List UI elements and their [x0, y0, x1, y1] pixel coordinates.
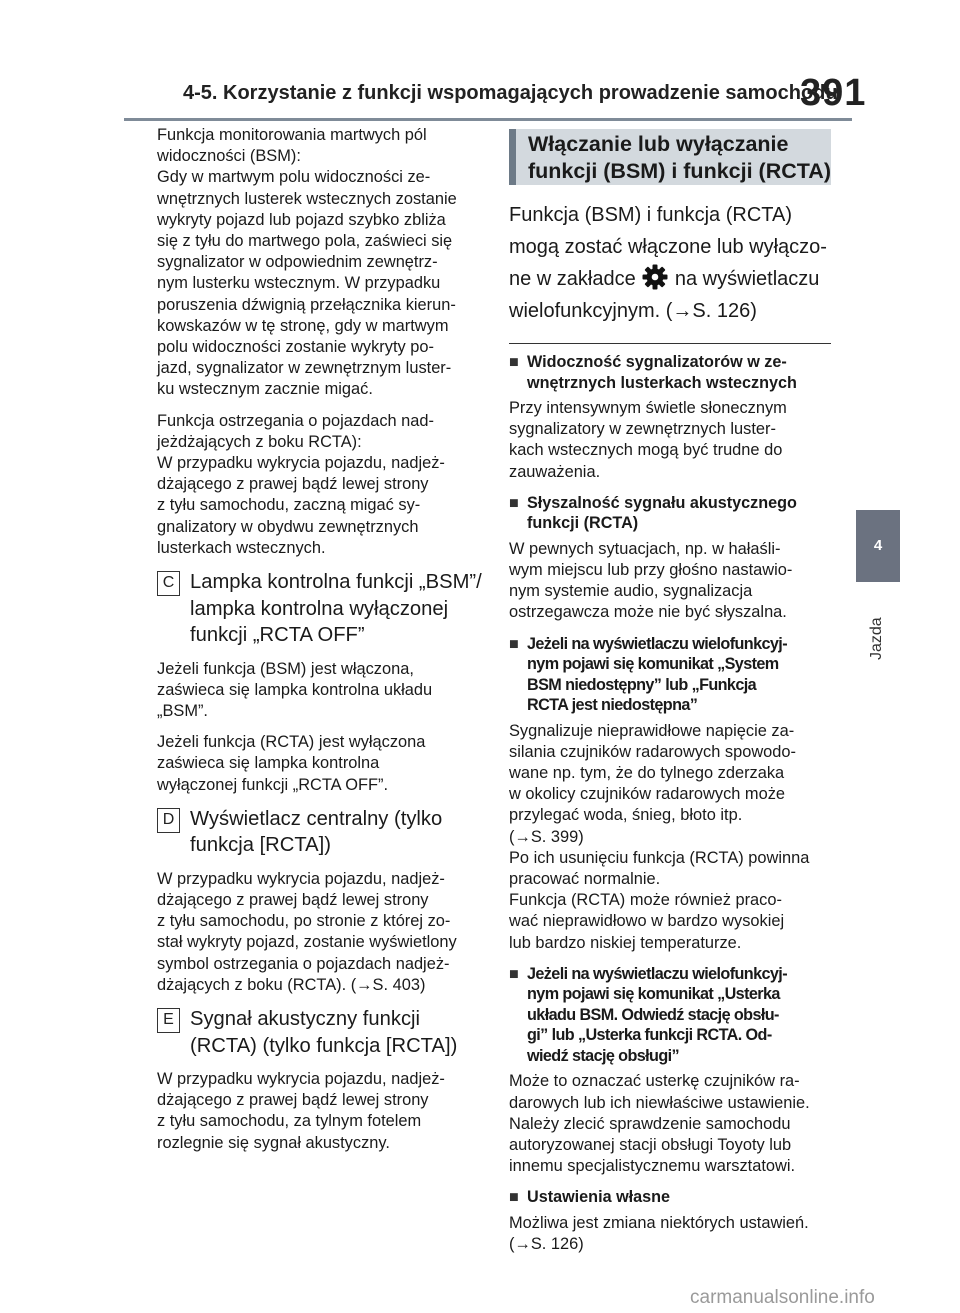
text-line: W przypadku wykrycia pojazdu, nadjeż- [157, 1070, 445, 1088]
text-line: zaświeca się lampka kontrolna układu [157, 680, 433, 699]
text-line: zauważenia. [509, 462, 601, 481]
text-line: Jeżeli funkcja (RCTA) jest wyłączona [157, 733, 426, 752]
subheading-audibility: ■ Słyszalność sygnału akustycznego funkcji (RCTA) [509, 493, 797, 533]
page-number: 391 [800, 72, 867, 114]
audibility-text [509, 539, 831, 624]
text-line: stał wykryty pojazd, zostanie wyświetlony [157, 933, 457, 952]
text-line: wnętrznych lusterek wstecznych zostanie [157, 189, 457, 208]
text-line: dżającego z prawej bądź lewej strony [157, 475, 429, 494]
text-line: lusterkach wstecznych. [157, 538, 326, 557]
text-line: lub bardzo niskiej temperaturze. [509, 933, 742, 952]
text-line: Lampka kontrolna funkcji „BSM”/ [190, 571, 482, 594]
text-line: w okolicy czujników radarowych może [509, 785, 786, 804]
text-line: sygnalizatory w zewnętrznych luster- [509, 420, 776, 439]
text-line: Funkcja (RCTA) może również praco- [509, 891, 782, 910]
text-line: Po ich usunięciu funkcja (RCTA) powinna [509, 848, 810, 867]
text-line: wykryty pojazd lub pojazd szybko zbliża [157, 210, 446, 229]
text-line: wiedź stację obsługi” [527, 1046, 680, 1065]
text-line: widoczności (BSM): [157, 147, 301, 166]
text-line: symbol ostrzegania o pojazdach nadjeż- [157, 954, 450, 973]
text-line: RCTA jest niedostępna” [527, 696, 698, 715]
text-line: kowskazów w tę stronę, gdy w martwym [157, 316, 449, 335]
subheading-system-fault: ■ Jeżeli na wyświetlaczu wielofunkcyj- nym pojawi się komunikat „Usterka układu BSM. Odwiedź stację obsłu- gi” lub „Usterka funkcji RCTA. Od- wiedź stację obsługi” [509, 964, 787, 1065]
text-line: Przy intensywnym świetle słonecznym [509, 399, 787, 417]
chapter-tab: 4 [856, 510, 900, 582]
text-line: dżającego z prawej bądź lewej strony [157, 1091, 429, 1110]
text-line: poruszenia dźwignią przełącznika kierun- [157, 295, 456, 314]
text-line: układu BSM. Odwiedź stację obsłu- [527, 1005, 779, 1024]
right-column [509, 125, 831, 1255]
text-line: (→S. 126) [509, 1235, 584, 1254]
text-line: ostrzegawcza może nie być słyszalna. [509, 603, 787, 622]
text-line: Możliwa jest zmiana niektórych ustawień. [509, 1213, 809, 1232]
running-header: 4-5. Korzystanie z funkcji wspomagających prowadzenie samochodu [183, 82, 838, 104]
text-line: wać nieprawidłowo w bardzo wysokiej [509, 912, 785, 931]
watermark: carmanualsonline.info [690, 1287, 875, 1308]
item-c-title [190, 569, 482, 649]
text-line: nym systemie audio, sygnalizacja [509, 582, 753, 601]
text-line: W przypadku wykrycia pojazdu, nadjeż- [157, 869, 445, 888]
text-line: BSM niedostępny” lub „Funkcja [527, 675, 757, 694]
item-e-title [190, 1006, 482, 1059]
subheading-mirror-visibility: ■ Widoczność sygnalizatorów w ze- wnętrznych lusterkach wstecznych [509, 353, 797, 392]
text-line: darowych lub ich niewłaściwe ustawienie. [509, 1093, 810, 1112]
text-line: się z tyłu do martwego pola, zaświeci się [157, 232, 453, 251]
text-line: Słyszalność sygnału akustycznego [527, 493, 797, 512]
system-fault-text [509, 1071, 831, 1177]
text-line: Ustawienia własne [527, 1188, 671, 1207]
text-line: ku wstecznym zacznie migać. [157, 380, 373, 399]
badge-d: D [157, 808, 180, 833]
system-unavailable-text [509, 721, 831, 954]
text-line: jeżdżających z boku RCTA): [157, 432, 362, 451]
text-line: gi” lub „Usterka funkcji RCTA. Od- [527, 1026, 772, 1045]
text-line: (RCTA) (tylko funkcja [RCTA]) [190, 1034, 458, 1057]
text-line: W przypadku wykrycia pojazdu, nadjeż- [157, 454, 445, 473]
text-line: przylegać woda, śnieg, błoto itp. [509, 806, 743, 825]
text-line: Sygnał akustyczny funkcji [190, 1008, 421, 1030]
text-line: nym pojawi się komunikat „System [527, 655, 779, 674]
text-line: z tyłu samochodu, zaczną migać sy- [157, 496, 421, 515]
text-line: jazd, sygnalizator w zewnętrznym luster- [157, 359, 452, 378]
text-line: nym lusterku wstecznym. W przypadku [157, 274, 441, 293]
subheading-custom-settings: ■ Ustawienia własne [509, 1188, 671, 1207]
text-line: rozlegnie się sygnał akustyczny. [157, 1133, 390, 1152]
badge-e: E [157, 1008, 180, 1033]
text-line: Jeżeli na wyświetlaczu wielofunkcyj- [527, 964, 787, 983]
item-d-title [190, 806, 482, 859]
text-line: zaświeca się lampka kontrolna [157, 754, 380, 773]
mirror-visibility-text [509, 398, 831, 483]
text-line: wyłączonej funkcji „RCTA OFF”. [157, 775, 389, 794]
text-line: z tyłu samochodu, po stronie z której zo- [157, 912, 451, 931]
text-line: Jeżeli funkcja (BSM) jest włączona, [157, 659, 414, 678]
text-line: pracować normalnie. [509, 870, 661, 889]
text-line: innemu specjalistycznemu warsztatowi. [509, 1157, 796, 1176]
text-line: kach wstecznych mogą być trudne do [509, 441, 783, 460]
text-line: (→S. 399) [509, 827, 584, 846]
text-line: Może to oznaczać usterkę czujników ra- [509, 1072, 800, 1091]
text-line: Włączanie lub wyłączanie [528, 132, 789, 156]
subheading-system-unavailable: ■ Jeżeli na wyświetlaczu wielofunkcyj- nym pojawi się komunikat „System BSM niedostępny” lub „Funkcja RCTA jest niedostępna” [509, 634, 787, 715]
buzzer-text [157, 1069, 482, 1154]
bsm-indicator-text [157, 659, 482, 723]
text-line: W pewnych sytuacjach, np. w hałaśli- [509, 539, 781, 558]
text-line: Funkcja monitorowania martwych pól [157, 126, 427, 144]
text-line: wnętrznych lusterkach wstecznych [527, 373, 797, 392]
text-line: Widoczność sygnalizatorów w ze- [527, 353, 787, 371]
text-line: Jeżeli na wyświetlaczu wielofunkcyj- [527, 634, 787, 653]
text-line: Gdy w martwym polu widoczności ze- [157, 168, 431, 187]
text-line: funkcji (BSM) i funkcji (RCTA) [528, 159, 831, 183]
text-line: Należy zlecić sprawdzenie samochodu [509, 1114, 791, 1133]
text-line: nym pojawi się komunikat „Usterka [527, 985, 780, 1004]
intro-text: Funkcja (BSM) i funkcja (RCTA) mogą zostać włączone lub wyłączo- ne w zakładce na wyświetlaczu wielofunkcyjnym. (→S. 126) [509, 204, 827, 322]
text-line: dżającego z prawej bądź lewej strony [157, 890, 429, 909]
text-line: „BSM”. [157, 701, 208, 720]
text-line: funkcji (RCTA) [527, 514, 639, 533]
center-display-text [157, 869, 482, 996]
header-rule [124, 118, 852, 121]
text-line: wym miejscu lub przy głośno nastawio- [509, 561, 793, 580]
text-line: Wyświetlacz centralny (tylko [190, 807, 443, 830]
gear-icon [641, 263, 669, 291]
text-line: Funkcja ostrzegania o pojazdach nad- [157, 411, 434, 430]
text-line: z tyłu samochodu, za tylnym fotelem [157, 1112, 422, 1131]
text-line: wane np. tym, że do tylnego zderzaka [509, 764, 785, 783]
badge-c: C [157, 571, 180, 596]
rcta-description [157, 411, 482, 559]
section-title [509, 129, 831, 185]
text-line: gnalizatory w obydwu zewnętrznych [157, 517, 419, 536]
text-line: polu widoczności zostanie wykryty po- [157, 338, 434, 357]
section-divider [509, 343, 831, 344]
left-column [157, 125, 482, 1164]
text-line: Sygnalizuje nieprawidłowe napięcie za- [509, 721, 795, 740]
text-line: lampka kontrolna wyłączonej [190, 597, 449, 620]
item-e [157, 1006, 482, 1059]
text-line: silania czujników radarowych spowodo- [509, 742, 796, 761]
text-line: funkcji „RCTA OFF” [190, 624, 365, 647]
text-line: sygnalizator w odpowiednim zewnętrz- [157, 253, 438, 272]
item-d [157, 806, 482, 859]
item-c [157, 569, 482, 649]
text-line: dżających z boku (RCTA). (→S. 403) [157, 975, 426, 994]
bsm-description [157, 125, 482, 401]
chapter-label: Jazda [868, 617, 885, 660]
text-line: autoryzowanej stacji obsługi Toyoty lub [509, 1135, 792, 1154]
rcta-off-indicator-text [157, 732, 482, 796]
custom-settings-text [509, 1213, 831, 1255]
text-line: funkcja [RCTA]) [190, 834, 331, 857]
